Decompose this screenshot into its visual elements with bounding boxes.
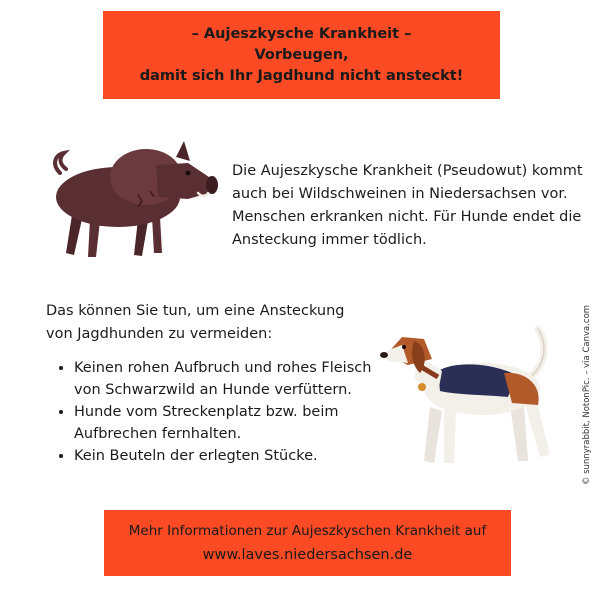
- header-line-1: – Aujeszkysche Krankheit –: [191, 25, 412, 42]
- header-banner: [103, 11, 500, 99]
- list-item: • Keinen rohen Aufbruch und rohes Fleisch von Schwarzwild an Hunde verfüttern.: [74, 357, 394, 401]
- list-item: • Kein Beuteln der erlegten Stücke.: [74, 445, 394, 467]
- wild-boar-illustration: [38, 135, 218, 265]
- prevention-lead: Das können Sie tun, um eine Ansteckung von Jagdhunden zu vermeiden:: [46, 303, 345, 342]
- beagle-dog-illustration: [378, 325, 558, 475]
- prevention-list: [48, 357, 394, 467]
- list-item: • Hunde vom Streckenplatz bzw. beim Aufbrechen fernhalten.: [74, 401, 394, 445]
- header-line-2: Vorbeugen,: [254, 46, 349, 63]
- footer-banner: [104, 510, 511, 576]
- footer-text: Mehr Informationen zur Aujeszkyschen Krankheit auf: [128, 523, 487, 539]
- header-line-3: damit sich Ihr Jagdhund nicht ansteckt!: [139, 67, 464, 84]
- website-link[interactable]: www.laves.niedersachsen.de: [202, 547, 413, 563]
- intro-text: Die Aujeszkysche Krankheit (Pseudowut) kommt auch bei Wildschweinen in Niedersachsen vor. Menschen erkranken nicht. Für Hunde endet die Ansteckung immer tödlich.: [232, 163, 583, 248]
- image-credit: © sunnyrabbit, NotonPic. – via Canva.com: [582, 304, 592, 486]
